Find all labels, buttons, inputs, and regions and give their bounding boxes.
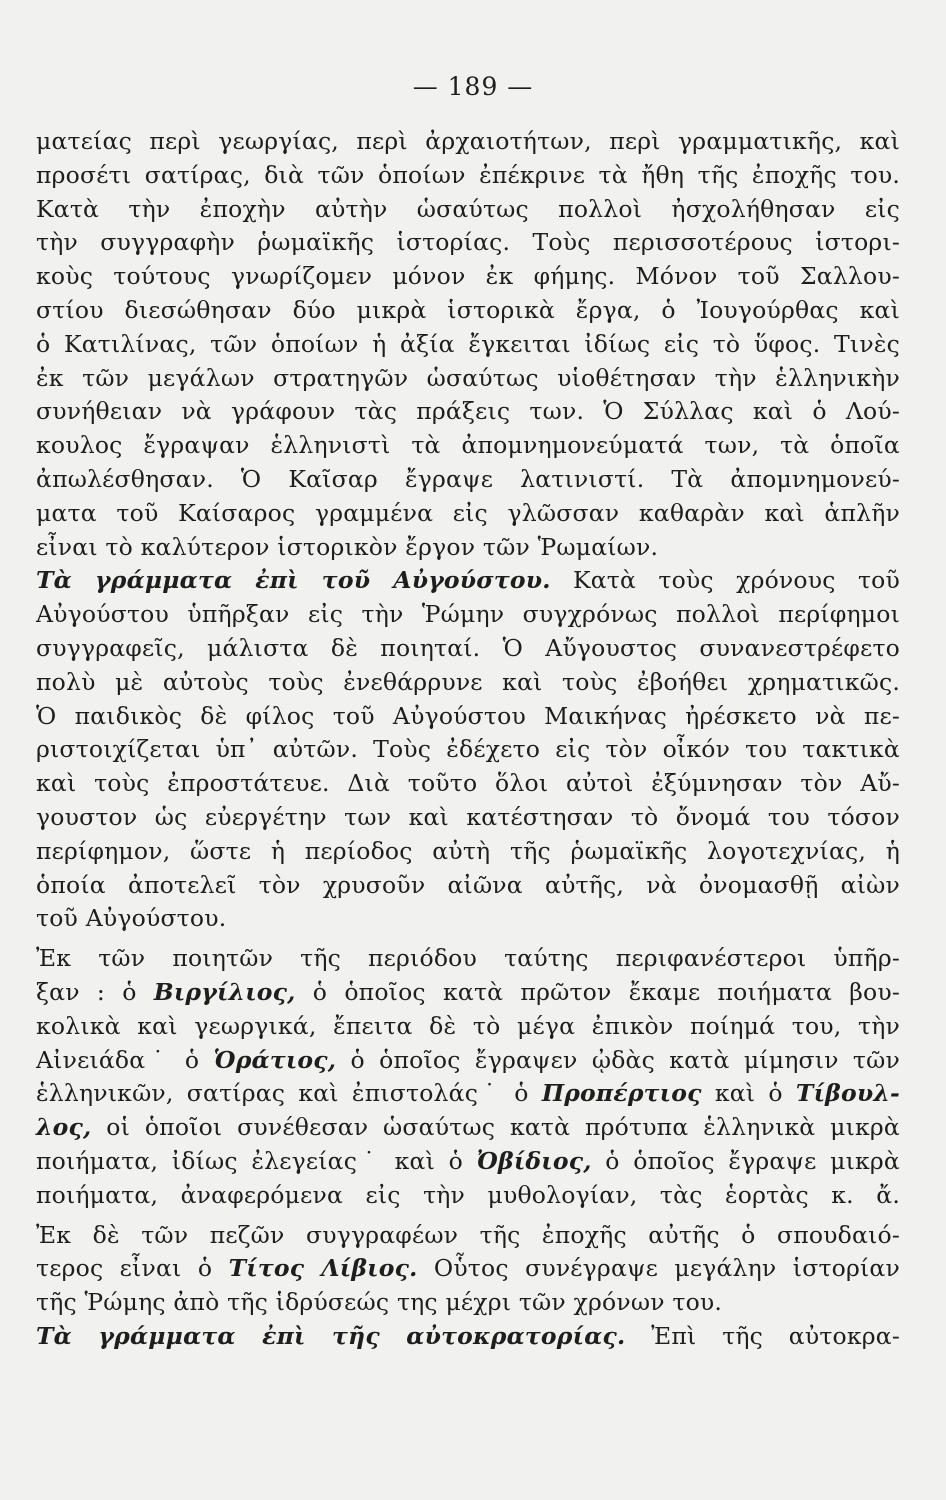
text-line <box>36 564 900 598</box>
text-line <box>36 463 900 497</box>
text-line <box>36 942 900 976</box>
text-segment: Κατὰ τὴν ἐποχὴν αὐτὴν ὡσαύτως πολλοὶ ἠσχολήθησαν εἰς <box>36 194 900 223</box>
text-segment: ποιήματα, ἰδίως ἐλεγείας˙ καὶ ὁ <box>36 1146 477 1175</box>
text-line <box>36 902 900 936</box>
text-segment: ὁποία ἀποτελεῖ τὸν χρυσοῦν αἰῶνα αὐτῆς, νὰ ὀνομασθῇ αἰὼν <box>36 870 900 899</box>
emphasized-text: Ὀβίδιος, <box>476 1146 592 1175</box>
text-segment: ἀπωλέσθησαν. Ὁ Καῖσαρ ἔγραψε λατινιστί. Τὰ ἀπομνημονεύ- <box>36 464 900 493</box>
text-line <box>36 1252 900 1286</box>
text-segment: προσέτι σατίρας, διὰ τῶν ὁποίων ἐπέκρινε τὰ ἤθη τῆς ἐποχῆς του. <box>36 160 900 189</box>
emphasized-text: Τὰ γράμματα ἐπὶ τοῦ Αὐγούστου. <box>36 566 551 595</box>
text-segment: ὁ ὁποῖος ἔγραψε μικρὰ <box>591 1146 900 1175</box>
text-line <box>36 1010 900 1044</box>
text-segment: ποιήματα, ἀναφερόμενα εἰς τὴν μυθολογίαν, τὰς ἑορτὰς κ. ἄ. <box>36 1180 900 1209</box>
body-text <box>36 125 900 1354</box>
text-line <box>36 835 900 869</box>
text-line <box>36 733 900 767</box>
text-line <box>36 1286 900 1320</box>
text-segment: συνήθειαν νὰ γράφουν τὰς πράξεις των. Ὁ Σύλλας καὶ ὁ Λού- <box>36 397 900 426</box>
text-segment: τὴν συγγραφὴν ῥωμαϊκῆς ἱστορίας. Τοὺς περισσοτέρους ἱστορι- <box>36 228 900 257</box>
text-line <box>36 1219 900 1253</box>
text-segment: ἐκ τῶν μεγάλων στρατηγῶν ὡσαύτως υἱοθέτησαν τὴν ἑλληνικὴν <box>36 363 900 392</box>
text-line <box>36 632 900 666</box>
text-line <box>36 666 900 700</box>
text-segment: Ἐκ δὲ τῶν πεζῶν συγγραφέων τῆς ἐποχῆς αὐτῆς ὁ σπουδαιό- <box>36 1220 900 1249</box>
text-line <box>36 395 900 429</box>
text-line <box>36 260 900 294</box>
text-line <box>36 598 900 632</box>
text-segment: κοὺς τούτους γνωρίζομεν μόνον ἐκ φήμης. Μόνον τοῦ Σαλλου- <box>36 262 900 291</box>
text-line <box>36 429 900 463</box>
text-segment: ριστοιχίζεται ὑπ᾽ αὐτῶν. Τοὺς ἐδέχετο εἰς τὸν οἶκόν του τακτικὰ <box>36 735 900 764</box>
text-segment: ξαν : ὁ <box>36 977 154 1006</box>
text-segment: κολικὰ καὶ γεωργικά, ἔπειτα δὲ τὸ μέγα ἐπικὸν ποίημά του, τὴν <box>36 1011 900 1040</box>
text-segment: στίου διεσώθησαν δύο μικρὰ ἱστορικὰ ἔργα, ὁ Ἰουγούρθας καὶ <box>36 295 900 324</box>
text-segment: ματα τοῦ Καίσαρος γραμμένα εἰς γλῶσσαν καθαρὰν καὶ ἁπλῆν <box>36 498 900 527</box>
text-segment: τοῦ Αὐγούστου. <box>36 904 227 933</box>
text-segment: Ἐπὶ τῆς αὐτοκρα- <box>625 1321 901 1350</box>
text-line <box>36 1145 900 1179</box>
text-line <box>36 362 900 396</box>
text-segment: πολὺ μὲ αὐτοὺς τοὺς ἐνεθάρρυνε καὶ τοὺς ἐβοήθει χρηματικῶς. <box>36 667 900 696</box>
text-segment: ματείας περὶ γεωργίας, περὶ ἀρχαιοτήτων, περὶ γραμματικῆς, καὶ <box>36 127 900 155</box>
text-segment: γουστον ὡς εὐεργέτην των καὶ κατέστησαν τὸ ὄνομά του τόσον <box>36 802 900 831</box>
text-line <box>36 1077 900 1111</box>
text-line <box>36 1179 900 1213</box>
text-line <box>36 869 900 903</box>
text-line <box>36 531 900 565</box>
text-segment: εἶναι τὸ καλύτερον ἱστορικὸν ἔργον τῶν Ῥωμαίων. <box>36 532 659 561</box>
text-segment: Κατὰ τοὺς χρόνους τοῦ <box>550 566 900 595</box>
text-segment: ὁ Κατιλίνας, τῶν ὁποίων ἡ ἀξία ἔγκειται ἰδίως εἰς τὸ ὕφος. Τινὲς <box>36 329 900 358</box>
page-number: — 189 — <box>412 72 534 101</box>
emphasized-text: Τίτος Λίβιος. <box>228 1254 418 1283</box>
text-line <box>36 226 900 260</box>
text-line <box>36 1111 900 1145</box>
text-segment: ἑλληνικῶν, σατίρας καὶ ἐπιστολάς˙ ὁ <box>36 1079 542 1108</box>
text-line <box>36 294 900 328</box>
text-segment: τερος εἶναι ὁ <box>36 1254 229 1283</box>
text-segment: καὶ τοὺς ἐπροστάτευε. Διὰ τοῦτο ὅλοι αὐτοὶ ἐξύμνησαν τὸν Αὔ- <box>36 769 900 798</box>
text-line <box>36 328 900 362</box>
text-line <box>36 1044 900 1078</box>
text-line <box>36 159 900 193</box>
emphasized-text: Τὰ γράμματα ἐπὶ τῆς αὐτοκρατορίας. <box>36 1321 626 1350</box>
text-segment: Οὗτος συνέγραψε μεγάλην ἱστορίαν <box>417 1254 900 1283</box>
text-segment: κουλος ἔγραψαν ἑλληνιστὶ τὰ ἀπομνημονεύματά των, τὰ ὁποῖα <box>36 431 900 460</box>
text-segment: Ὁ παιδικὸς δὲ φίλος τοῦ Αὐγούστου Μαικήνας ἠρέσκετο νὰ πε- <box>36 701 900 730</box>
emphasized-text: Ὁράτιος, <box>213 1045 337 1074</box>
text-segment: περίφημον, ὥστε ἡ περίοδος αὐτὴ τῆς ῥωμαϊκῆς λογοτεχνίας, ἡ <box>36 836 900 865</box>
emphasized-text: Προπέρτιος <box>541 1079 702 1108</box>
text-segment: ὁ ὁποῖος ἔγραψεν ᾠδὰς κατὰ μίμησιν τῶν <box>336 1045 900 1074</box>
text-segment: Αἰνειάδα˙ ὁ <box>36 1045 214 1074</box>
text-line <box>36 767 900 801</box>
text-line <box>36 1320 900 1354</box>
text-segment: οἱ ὁποῖοι συνέθεσαν ὡσαύτως κατὰ πρότυπα ἑλληνικὰ μικρὰ <box>91 1113 900 1142</box>
text-segment: ὁ ὁποῖος κατὰ πρῶτον ἔκαμε ποιήματα βου- <box>295 977 900 1006</box>
emphasized-text: λος, <box>36 1113 92 1142</box>
text-line <box>36 193 900 227</box>
text-line <box>36 801 900 835</box>
text-segment: Ἐκ τῶν ποιητῶν τῆς περιόδου ταύτης περιφανέστεροι ὑπῆρ- <box>36 944 900 973</box>
text-line <box>36 700 900 734</box>
text-segment: συγγραφεῖς, μάλιστα δὲ ποιηταί. Ὁ Αὔγουστος συνανεστρέφετο <box>36 633 900 662</box>
emphasized-text: Βιργίλιος, <box>153 977 296 1006</box>
emphasized-text: Τίβουλ- <box>795 1079 900 1108</box>
text-line <box>36 125 900 159</box>
text-segment: Αὐγούστου ὑπῆρξαν εἰς τὴν Ῥώμην συγχρόνως πολλοὶ περίφημοι <box>36 600 900 629</box>
text-line <box>36 497 900 531</box>
text-line <box>36 976 900 1010</box>
text-segment: τῆς Ῥώμης ἀπὸ τῆς ἱδρύσεώς της μέχρι τῶν χρόνων του. <box>36 1288 723 1317</box>
text-segment: καὶ ὁ <box>701 1079 796 1108</box>
